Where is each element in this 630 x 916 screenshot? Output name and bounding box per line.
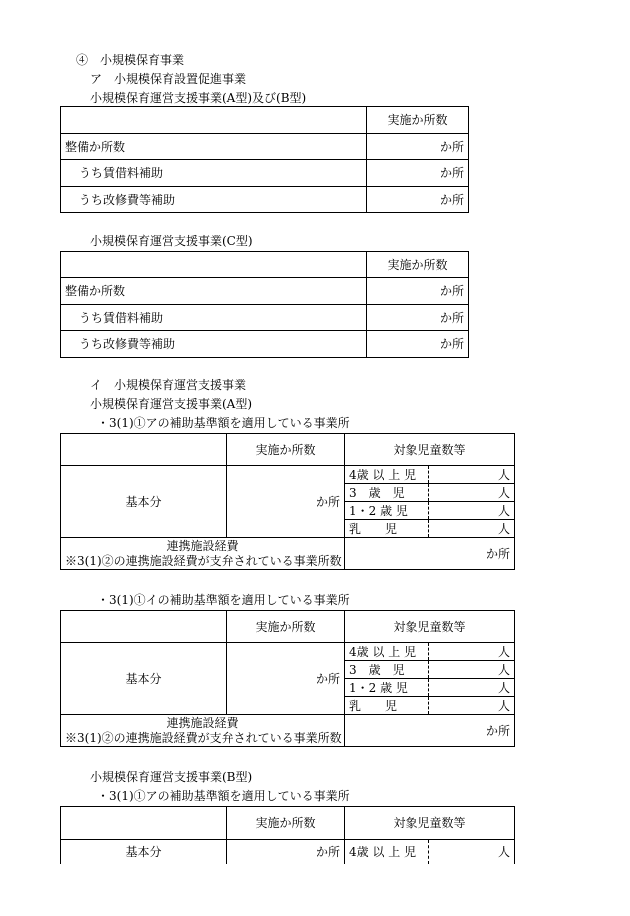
age-label: 1・2 歳 児 bbox=[345, 679, 429, 697]
age-label: 乳 児 bbox=[345, 697, 429, 715]
renkei-label bbox=[61, 538, 345, 570]
column-header-children: 対象児童数等 bbox=[345, 611, 515, 643]
age-unit: 人 bbox=[429, 679, 515, 697]
blank-header-cell bbox=[61, 252, 367, 278]
blank-header-cell bbox=[61, 611, 227, 643]
kihon-label: 基本分 bbox=[61, 466, 227, 538]
column-header-children: 対象児童数等 bbox=[345, 807, 515, 840]
age-unit: 人 bbox=[429, 466, 515, 484]
blank-header-cell bbox=[61, 434, 227, 466]
renkei-line2: ※3(1)②の連携施設経費が支弁されている事業所数 bbox=[65, 553, 342, 568]
age-unit: 人 bbox=[429, 840, 515, 864]
row-unit: か所 bbox=[367, 187, 469, 213]
row-label: うち改修費等補助 bbox=[61, 187, 367, 213]
age-label: 乳 児 bbox=[345, 520, 429, 538]
column-header-count: 実施か所数 bbox=[227, 807, 345, 840]
kihon-count-unit: か所 bbox=[227, 466, 345, 538]
row-unit: か所 bbox=[367, 278, 469, 305]
renkei-label bbox=[61, 715, 345, 747]
kihon-count-unit: か所 bbox=[227, 840, 345, 864]
column-header-children: 対象児童数等 bbox=[345, 434, 515, 466]
age-unit: 人 bbox=[429, 484, 515, 502]
age-label: 3 歳 児 bbox=[345, 484, 429, 502]
column-header-count: 実施か所数 bbox=[367, 107, 469, 134]
table-b-type-standard-a bbox=[60, 806, 515, 864]
age-label: 1・2 歳 児 bbox=[345, 502, 429, 520]
table-c-facility-count bbox=[60, 251, 469, 358]
kihon-label: 基本分 bbox=[61, 840, 227, 864]
subsection-b-type-title: 小規模保育運営支援事業(B型) bbox=[90, 770, 253, 784]
renkei-line1: 連携施設経費 bbox=[166, 715, 239, 730]
age-label: 4歳 以 上 児 bbox=[345, 643, 429, 661]
row-label: うち賃借料補助 bbox=[61, 305, 367, 331]
kihon-count-unit: か所 bbox=[227, 643, 345, 715]
bullet-2: ・3(1)①イの補助基準額を適用している事業所 bbox=[97, 593, 350, 607]
age-unit: 人 bbox=[429, 697, 515, 715]
age-label: 3 歳 児 bbox=[345, 661, 429, 679]
age-label: 4歳 以 上 児 bbox=[345, 840, 429, 864]
table-ab-facility-count bbox=[60, 106, 469, 213]
row-unit: か所 bbox=[367, 331, 469, 358]
row-label: うち改修費等補助 bbox=[61, 331, 367, 358]
subsection-a-heading: ア 小規模保育設置促進事業 bbox=[90, 72, 247, 86]
row-unit: か所 bbox=[367, 134, 469, 160]
renkei-unit: か所 bbox=[345, 715, 515, 747]
column-header-count: 実施か所数 bbox=[227, 611, 345, 643]
renkei-unit: か所 bbox=[345, 538, 515, 570]
age-unit: 人 bbox=[429, 643, 515, 661]
age-label: 4歳 以 上 児 bbox=[345, 466, 429, 484]
column-header-count: 実施か所数 bbox=[367, 252, 469, 278]
row-label: 整備か所数 bbox=[61, 278, 367, 305]
section-heading: ④ 小規模保育事業 bbox=[76, 53, 185, 67]
bullet-1: ・3(1)①アの補助基準額を適用している事業所 bbox=[97, 416, 350, 430]
row-unit: か所 bbox=[367, 160, 469, 187]
age-unit: 人 bbox=[429, 661, 515, 679]
column-header-count: 実施か所数 bbox=[227, 434, 345, 466]
table-a-type-standard-a bbox=[60, 433, 515, 570]
renkei-line1: 連携施設経費 bbox=[166, 538, 239, 553]
table-a-type-standard-i bbox=[60, 610, 515, 747]
blank-header-cell bbox=[61, 807, 227, 840]
renkei-line2: ※3(1)②の連携施設経費が支弁されている事業所数 bbox=[65, 730, 342, 745]
bullet-3: ・3(1)①アの補助基準額を適用している事業所 bbox=[97, 789, 350, 803]
subsection-i-heading: イ 小規模保育運営支援事業 bbox=[90, 378, 247, 392]
age-unit: 人 bbox=[429, 520, 515, 538]
row-label: うち賃借料補助 bbox=[61, 160, 367, 187]
blank-header-cell bbox=[61, 107, 367, 134]
row-label: 整備か所数 bbox=[61, 134, 367, 160]
table2-title: 小規模保育運営支援事業(C型) bbox=[90, 234, 253, 248]
row-unit: か所 bbox=[367, 305, 469, 331]
subsection-a-type-title: 小規模保育運営支援事業(A型) bbox=[90, 397, 253, 411]
kihon-label: 基本分 bbox=[61, 643, 227, 715]
table1-title: 小規模保育運営支援事業(A型)及び(B型) bbox=[90, 91, 307, 105]
age-unit: 人 bbox=[429, 502, 515, 520]
